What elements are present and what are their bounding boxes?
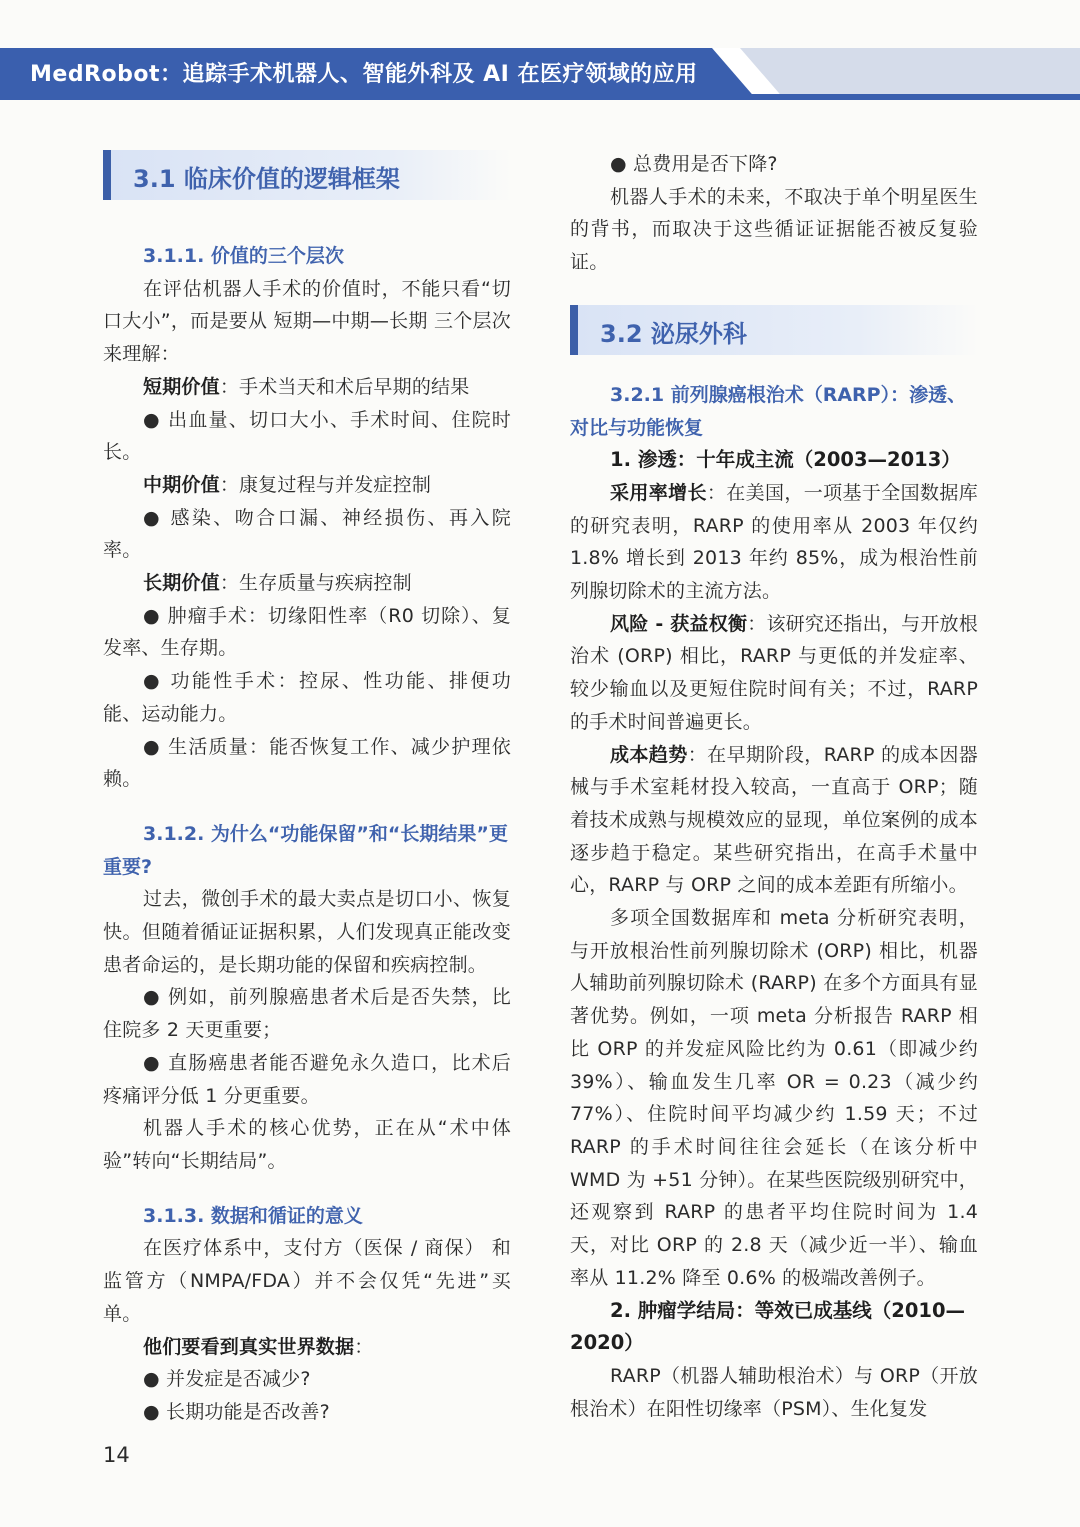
long-term-text: ：生存质量与疾病控制 (219, 572, 412, 595)
risk-paragraph (570, 608, 978, 739)
short-term-text: ：手术当天和术后早期的结果 (219, 375, 470, 398)
bullet-item: ● 总费用是否下降? (610, 153, 778, 175)
emphasis-colon: ： (354, 1335, 374, 1358)
risk-text: ：该研究还指出，与开放根治术 (ORP) 相比，RARP 与更低的并发症率、较少输血以及更短住院时间有关；不过，RARP 的手术时间普遍更长。 (570, 612, 978, 733)
adoption-paragraph (570, 477, 978, 608)
subsection-title-3-2-1: 3.2.1 前列腺癌根治术（RARP）：渗透、对比与功能恢复 (570, 383, 967, 439)
adoption-label: 采用率增长 (610, 481, 707, 504)
adoption-text: ：在美国，一项基于全国数据库的研究表明，RARP 的使用率从 2003 年仅约 1.8% 增长到 2013 年约 85%，成为根治性前列腺切除术的主流方法。 (570, 481, 978, 603)
subsection-title-3-1-1: 3.1.1. 价值的三个层次 (143, 245, 344, 267)
risk-label: 风险 - 获益权衡 (610, 612, 748, 635)
mid-term-text: ：康复过程与并发症控制 (219, 473, 432, 496)
bullet-item: ● 长期功能是否改善? (143, 1400, 330, 1423)
subsection-title-3-1-2: 3.1.2. 为什么“功能保留”和“长期结果”更重要? (103, 822, 508, 878)
numbered-heading: 1. 渗透：十年成主流（2003—2013） (610, 448, 961, 472)
header-title: MedRobot：追踪手术机器人、智能外科及 AI 在医疗领域的应用 (30, 62, 698, 87)
bullet-item: ● 功能性手术：控尿、性功能、排便功能、运动能力。 (103, 670, 511, 725)
bullet-item: ● 直肠癌患者能否避免永久造口，比术后疼痛评分低 1 分更重要。 (103, 1051, 511, 1107)
paragraph: 机器人手术的未来，不取决于单个明星医生的背书，而取决于这些循证证据能否被反复验证。 (570, 185, 978, 274)
numbered-heading: 2. 肿瘤学结局：等效已成基线（2010—2020） (570, 1298, 966, 1355)
paragraph: 在医疗体系中，支付方（医保 / 商保） 和监管方（NMPA/FDA）并不会仅凭“先进”买单。 (103, 1237, 511, 1325)
bullet-item: ● 例如，前列腺癌患者术后是否失禁，比住院多 2 天更重要； (103, 986, 511, 1042)
paragraph: 过去，微创手术的最大卖点是切口小、恢复快。但随着循证证据积累，人们发现真正能改变患者命运的，是长期功能的保留和疾病控制。 (103, 888, 511, 976)
emphasis-text: 他们要看到真实世界数据 (143, 1335, 355, 1358)
section-title: 3.1 临床价值的逻辑框架 (133, 165, 400, 193)
page-number: 14 (103, 1443, 130, 1467)
section-heading-3-1 (103, 150, 511, 200)
cost-text: ：在早期阶段，RARP 的成本因器械与手术室耗材投入较高，一直高于 ORP；随着技术成熟与规模效应的显现，单位案例的成本逐步趋于稳定。某些研究指出，在高手术量中心，RARP 与 ORP 之间的成本差距有所缩小。 (570, 743, 978, 897)
section-title: 3.2 泌尿外科 (600, 319, 747, 348)
emphasis-line (103, 1331, 511, 1364)
bullet-item: ● 肿瘤手术：切缘阳性率（R0 切除）、复发率、生存期。 (103, 604, 511, 660)
bullet-item: ● 感染、吻合口漏、神经损伤、再入院率。 (103, 506, 511, 562)
section-heading-3-2 (570, 305, 978, 355)
left-column (103, 150, 511, 1429)
long-term-label: 长期价值 (143, 572, 220, 595)
mid-term-label: 中期价值 (143, 473, 220, 496)
mid-term-line (103, 469, 511, 502)
long-term-line (103, 567, 511, 600)
cost-paragraph (570, 739, 978, 903)
short-term-line (103, 371, 511, 404)
subsection-title-3-1-3: 3.1.3. 数据和循证的意义 (143, 1204, 363, 1227)
bullet-item: ● 并发症是否减少? (143, 1368, 311, 1391)
bullet-item: ● 出血量、切口大小、手术时间、住院时长。 (103, 408, 511, 464)
short-term-label: 短期价值 (143, 375, 220, 398)
bullet-item: ● 生活质量：能否恢复工作、减少护理依赖。 (103, 735, 511, 791)
paragraph: 多项全国数据库和 meta 分析研究表明，与开放根治性前列腺切除术 (ORP) 相比，机器人辅助前列腺切除术 (RARP) 在多个方面具有显著优势。例如，一项 meta 分析报告 RARP 相比 ORP 的并发症风险比约为 0.61（即减少约 39%）、输血发生几率 OR = 0.23（减少约 77%）、住院时间平均减少约 1.59 天；不过 RARP 的手术时间往往会延长（在该分析中 WMD 为 +51 分钟）。在某些医院级别研究中，还观察到 RARP 的患者平均住院时间为 1.4 天，对比 ORP 的 2.8 天（减少近一半）、输血率从 11.2% 降至 0.6% 的极端改善例子。 (570, 907, 978, 1289)
right-column (570, 148, 978, 1425)
paragraph: 在评估机器人手术的价值时，不能只看“切口大小”，而是要从 短期—中期—长期 三个层次来理解： (103, 277, 511, 366)
paragraph: 机器人手术的核心优势，正在从“术中体验”转向“长期结局”。 (103, 1117, 511, 1172)
header-banner (0, 48, 1080, 100)
cost-label: 成本趋势 (610, 743, 688, 766)
paragraph: RARP（机器人辅助根治术）与 ORP（开放根治术）在阳性切缘率（PSM）、生化复发 (570, 1364, 978, 1420)
